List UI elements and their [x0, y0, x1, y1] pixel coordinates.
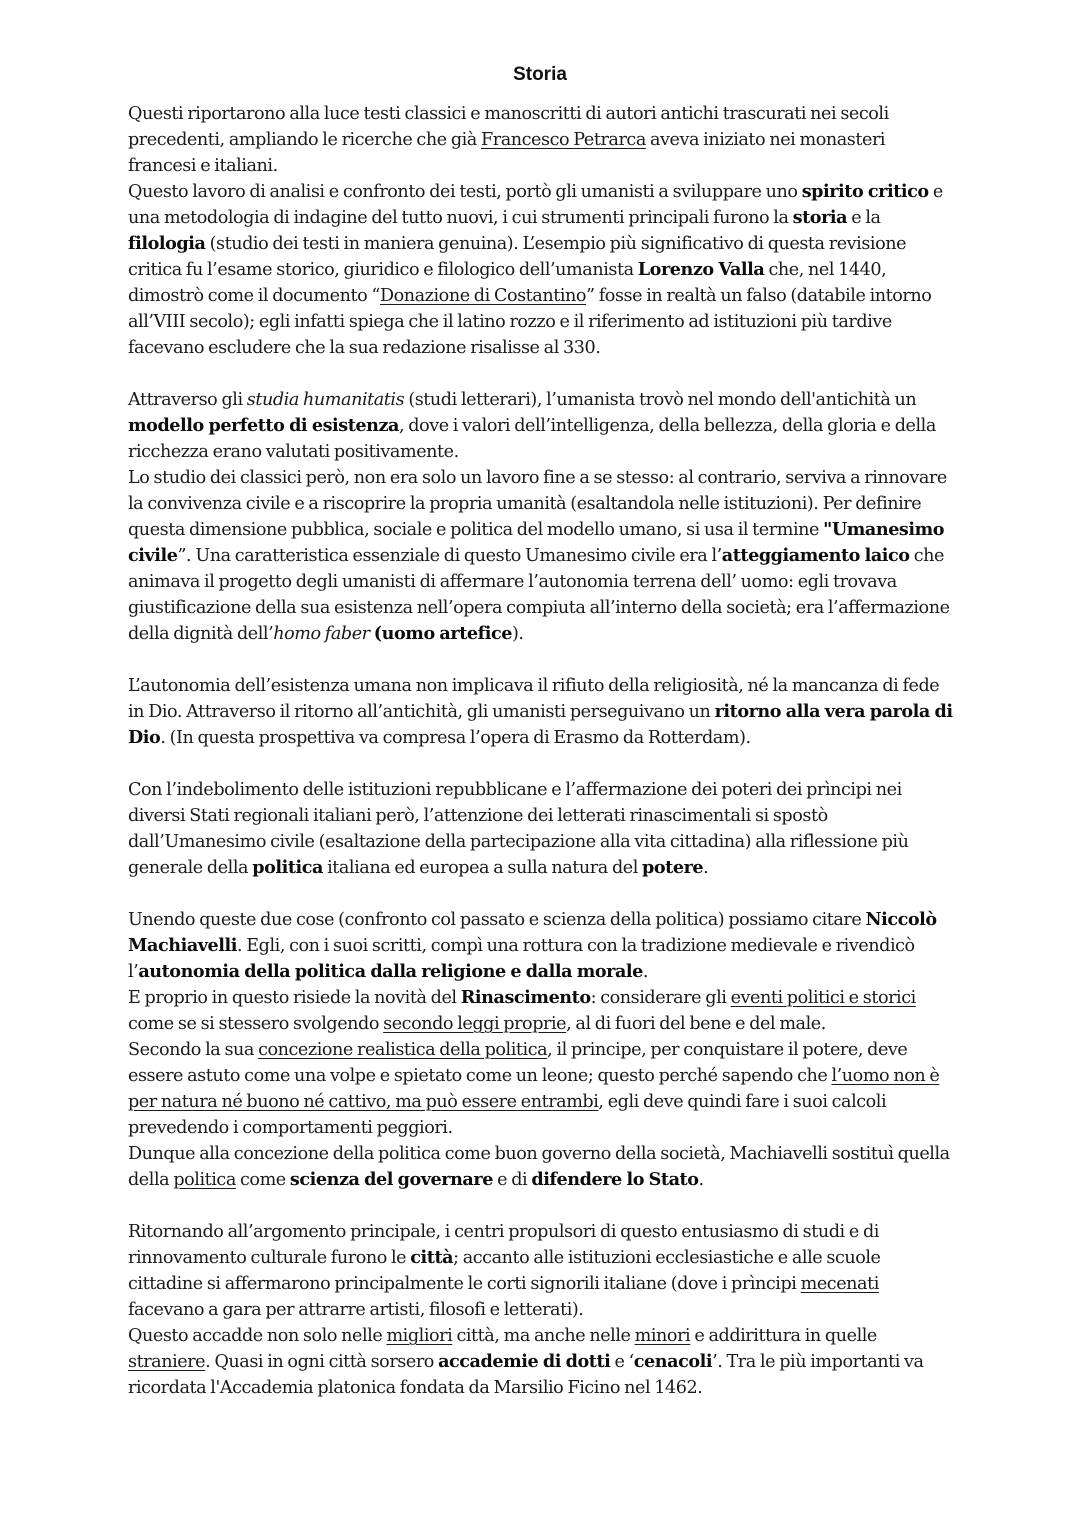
underlined-text: eventi politici e storici: [730, 988, 916, 1008]
paragraph-machiavelli: [128, 907, 956, 985]
text-run: che animava il progetto degli umanisti di affermare l’autonomia terrena dell’ uomo: egli trovava giustificazione della sua esistenza nell’opera compiuta all’interno della società; era l’affermazione della dignità dell’: [128, 546, 950, 644]
text-run: ”. Una caratteristica essenziale di questo Umanesimo civile era l’: [177, 546, 722, 566]
bold-text: scienza del governare: [289, 1169, 493, 1190]
text-run: come: [235, 1170, 290, 1190]
bold-text: accademie di dotti: [438, 1351, 611, 1372]
text-run: ).: [511, 624, 524, 644]
bold-text: atteggiamento laico: [721, 545, 910, 566]
text-run: e ‘: [610, 1352, 634, 1372]
text-run: . Quasi in ogni città sorsero: [205, 1352, 439, 1372]
paragraph-rinascimento: [128, 985, 956, 1037]
underlined-text: secondo leggi proprie: [383, 1014, 567, 1034]
bold-text: cenacoli: [633, 1351, 713, 1372]
italic-text: homo faber: [273, 624, 370, 644]
document-body: [128, 101, 956, 1401]
text-run: e di: [492, 1170, 532, 1190]
bold-text: autonomia della politica dalla religione e dalla morale: [138, 961, 643, 982]
text-run: L’autonomia dell’esistenza umana non implicava il rifiuto della religiosità, né la mancanza di fede in Dio. Attraverso il ritorno all’antichità, gli umanisti perseguivano un: [128, 676, 940, 722]
text-run: . (In questa prospettiva va compresa l’opera di Erasmo da Rotterdam).: [160, 728, 751, 748]
text-run: Questo lavoro di analisi e confronto dei testi, portò gli umanisti a sviluppare uno: [128, 182, 802, 202]
bold-text: "Umanesimo civile: [128, 519, 945, 566]
text-run: Lo studio dei classici però, non era solo un lavoro fine a se stesso: al contrario, serviva a rinnovare la convivenza civile e a riscoprire la propria umanità (esaltandola nelle istituzioni). Per definire questa dimensione pubblica, sociale e politica del modello umano, si usa il termine: [128, 468, 947, 540]
text-run: E proprio in questo risiede la novità del: [128, 988, 461, 1008]
text-run: (studi letterari), l’umanista trovò nel mondo dell'antichità un: [404, 390, 917, 410]
text-run: e una metodologia di indagine del tutto nuovi, i cui strumenti principali furono la: [128, 182, 943, 228]
bold-text: Niccolò Machiavelli: [128, 909, 937, 956]
underlined-text: mecenati: [800, 1274, 879, 1294]
bold-text: (uomo artefice: [373, 623, 512, 644]
text-run: Secondo la sua: [128, 1040, 259, 1060]
text-run: ” fosse in realtà un falso (databile intorno all’VIII secolo); egli infatti spiega che il latino rozzo e il riferimento ad istituzioni più tardive facevano escludere che la sua redazione risalisse al 330.: [128, 286, 932, 358]
underlined-text: minori: [634, 1326, 691, 1346]
paragraph-religiosita: [128, 673, 956, 751]
text-run: Attraverso gli: [128, 390, 247, 410]
text-run: ’. Tra le più importanti va ricordata l'Accademia platonica fondata da Marsilio Ficino nel 1462.: [128, 1352, 924, 1398]
text-run: città, ma anche nelle: [452, 1326, 635, 1346]
text-run: .: [698, 1170, 704, 1190]
underlined-text: l’uomo non è per natura né buono né cattivo, ma può essere entrambi: [128, 1066, 940, 1112]
paragraph-citta: [128, 1219, 956, 1323]
bold-text: Lorenzo Valla: [637, 259, 765, 280]
bold-text: difendere lo Stato: [531, 1169, 699, 1190]
text-run: Dunque alla concezione della politica come buon governo della società, Machiavelli sostituì quella della: [128, 1144, 950, 1190]
paragraph-petrarca: [128, 101, 956, 179]
text-run: , dove i valori dell’intelligenza, della bellezza, della gloria e della ricchezza erano valutati positivamente.: [128, 416, 936, 462]
bold-text: ritorno alla vera parola di Dio: [128, 701, 953, 748]
text-run: aveva iniziato nei monasteri francesi e italiani.: [128, 130, 886, 176]
italic-text: studia humanitatis: [246, 390, 405, 410]
underlined-text: straniere: [128, 1352, 206, 1372]
paragraph-umanesimo-civile: [128, 465, 956, 647]
text-run: .: [642, 962, 649, 982]
bold-text: filologia: [128, 233, 206, 254]
text-run: Unendo queste due cose (confronto col passato e scienza della politica) possiamo citare: [128, 910, 866, 930]
paragraph-scienza-governare: [128, 1141, 956, 1193]
bold-text: politica: [252, 857, 323, 878]
text-run: Ritornando all’argomento principale, i centri propulsori di questo entusiasmo di studi e di rinnovamento culturale furono le: [128, 1222, 879, 1268]
underlined-text: migliori: [386, 1326, 453, 1346]
underlined-text: concezione realistica della politica: [258, 1040, 548, 1060]
paragraph-accademie: [128, 1323, 956, 1401]
bold-text: modello perfetto di esistenza: [128, 415, 399, 436]
bold-text: Rinascimento: [460, 987, 591, 1008]
text-run: come se si stessero svolgendo: [128, 1014, 384, 1034]
text-run: italiana ed europea a sulla natura del: [322, 858, 643, 878]
text-run: ; accanto alle istituzioni ecclesiastiche e alle scuole cittadine si affermarono principalmente le corti signorili italiane (dove i prìncipi: [128, 1248, 881, 1294]
text-run: e la: [847, 208, 881, 228]
bold-text: potere: [642, 857, 704, 878]
text-run: che, nel 1440, dimostrò come il documento “: [128, 260, 887, 306]
text-run: , egli deve quindi fare i suoi calcoli prevedendo i comportamenti peggiori.: [128, 1092, 887, 1138]
paragraph-principe: [128, 1037, 956, 1141]
text-run: . Egli, con i suoi scritti, compì una rottura con la tradizione medievale e rivendicò l’: [128, 936, 915, 982]
bold-text: città: [410, 1247, 454, 1268]
bold-text: spirito critico: [801, 181, 929, 202]
paragraph-valla: [128, 179, 956, 361]
text-run: .: [703, 858, 709, 878]
underlined-text: Francesco Petrarca: [481, 130, 646, 150]
text-run: Con l’indebolimento delle istituzioni repubblicane e l’affermazione dei poteri dei prìncipi nei diversi Stati regionali italiani però, l’attenzione dei letterati rinascimentali si spostò dall’Umanesimo civile (esaltazione della partecipazione alla vita cittadina) alla riflessione più generale della: [128, 780, 909, 878]
text-run: , il principe, per conquistare il potere, deve essere astuto come una volpe e spietato come un leone; questo perché sapendo che: [128, 1040, 908, 1086]
underlined-text: politica: [173, 1170, 236, 1190]
text-run: facevano a gara per attrarre artisti, filosofi e letterati).: [128, 1300, 584, 1320]
page-title: Storia: [513, 64, 567, 85]
text-run: : considerare gli: [590, 988, 731, 1008]
underlined-text: Donazione di Costantino: [379, 286, 587, 306]
paragraph-potere: [128, 777, 956, 881]
bold-text: storia: [792, 207, 848, 228]
paragraph-studia-humanitatis: [128, 387, 956, 465]
text-run: , al di fuori del bene e del male.: [566, 1014, 826, 1034]
text-run: (studio dei testi in maniera genuina). L’esempio più significativo di questa revisione critica fu l’esame storico, giuridico e filologico dell’umanista: [128, 234, 907, 280]
text-run: Questo accadde non solo nelle: [128, 1326, 387, 1346]
text-run: e addirittura in quelle: [690, 1326, 877, 1346]
text-run: Questi riportarono alla luce testi classici e manoscritti di autori antichi trascurati nei secoli precedenti, ampliando le ricerche che già: [128, 104, 889, 150]
